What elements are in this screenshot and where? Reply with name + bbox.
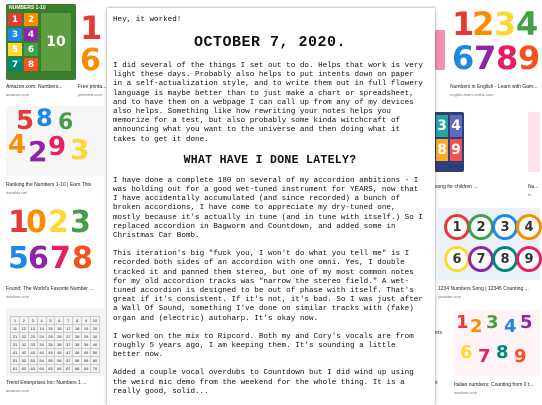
number-chart: 1 2 3 4 5 6 7 8 9 10 11 12 13 14 15 16 17 18 19 20 21 22 23 24 25 26 27 28 29 30 31 32 33 34 35 36 37 38 39 40 41 42 43 44 45 46 47 48 49 50 51 52 53 54 55 56 57 58 59 60 61 62 63 64 65 66 67 68 69 70 bbox=[10, 316, 100, 373]
number-graphic: 3 bbox=[494, 5, 517, 43]
result-source: youtube.com bbox=[438, 294, 461, 299]
result-thumbnail bbox=[438, 208, 540, 280]
number-graphic: 2 bbox=[28, 135, 48, 168]
result-caption: Found: The World's Favorite Number ... bbox=[6, 286, 94, 292]
result-thumbnail bbox=[6, 4, 76, 80]
result-source: medium.com bbox=[6, 294, 29, 299]
number-graphic: 6 bbox=[58, 110, 74, 135]
result-source: amazon.com bbox=[6, 92, 29, 97]
result-thumbnail bbox=[78, 4, 108, 80]
number-cell: 3 bbox=[8, 28, 22, 41]
number-graphic: 5 bbox=[520, 312, 533, 333]
result-thumbnail bbox=[450, 4, 540, 78]
number-cell: 8 bbox=[24, 58, 38, 71]
result-caption: Free printa... bbox=[78, 84, 107, 90]
number-graphic: 4 bbox=[504, 316, 517, 337]
result-caption: song for children ... bbox=[435, 184, 478, 190]
result-caption-fragment bbox=[435, 330, 447, 340]
number-graphic: 9 bbox=[518, 39, 541, 77]
notes-document[interactable] bbox=[107, 8, 435, 405]
result-source: amazon.com bbox=[6, 388, 29, 393]
number-cell: 4 bbox=[450, 115, 462, 137]
number-graphic: 3 bbox=[70, 205, 91, 240]
result-source: pinterest.com bbox=[78, 92, 103, 97]
number-ball: 8 bbox=[492, 246, 518, 272]
result-caption: 1234 Numbers Song | 12345 Counting ... bbox=[438, 286, 529, 292]
number-graphic: 1 bbox=[80, 9, 103, 47]
number-cell: 6 bbox=[24, 43, 38, 56]
number-ball: 7 bbox=[468, 246, 494, 272]
result-thumbnail bbox=[454, 310, 540, 376]
result-caption: Trend Enterprises Inc: Numbers 1 ... bbox=[6, 380, 87, 386]
result-caption: Numbers in English - Learn with Gam... bbox=[450, 84, 538, 90]
result-caption: Ranking the Numbers 1-10 | Earn This bbox=[6, 182, 92, 188]
number-graphic: 2 bbox=[48, 205, 69, 240]
number-ball: 2 bbox=[468, 214, 494, 240]
body-paragraph: Added a couple vocal overdubs to Countdown but I did wind up using the weird mic demo from the weekend for the whole thing. It is a really good, solid... bbox=[113, 369, 414, 396]
number-graphic: 4 bbox=[8, 130, 27, 160]
number-cell: 3 bbox=[436, 115, 448, 137]
result-source: earnthis.net bbox=[6, 190, 27, 195]
number-graphic: 8 bbox=[496, 342, 509, 363]
image-result[interactable] bbox=[454, 310, 540, 405]
body-paragraph: This iteration's big "fuck you, I won't do what you tell me" is I recorded both sides of an accordion with one omni. Yes, I double tracked it and panned them stereo, but one of my most common notes for my old accordion tracks was "narrow the stereo field." A wet-tuned accordion is designed to be out of phase with itself. That's great if it's consistent. If it's not, it's bad. So I was just after a Wall Of Sound, something I've done on similar tracks with (fake) organ and (electric) autoharp. It's okay now. bbox=[113, 250, 423, 323]
number-ball: 3 bbox=[492, 214, 518, 240]
result-thumbnail bbox=[6, 206, 104, 280]
result-source: medium.com bbox=[454, 390, 477, 395]
result-source: fo... bbox=[528, 192, 535, 197]
number-graphic: 2 bbox=[472, 5, 495, 43]
image-result[interactable] bbox=[78, 4, 108, 102]
number-cell: 9 bbox=[450, 139, 462, 161]
body-paragraph: I have done a complete 180 on several of my accordion ambitions - I was holding out for a good wet-tuned instrument for YEARS, now that I have accidentally accumulated (and since recorded) a bunch of broken accordions, I have come to appreciate my dry-tuned one, mostly because it's actually in tune (and in tune with itself.) So I replaced accordion in Bagworm and Countdown, and added some in Christmas Car Bomb. bbox=[113, 176, 423, 241]
number-graphic: 8 bbox=[72, 241, 93, 276]
thumbnail-label: NUMBERS 1-10 bbox=[9, 5, 46, 11]
number-graphic: 6 bbox=[460, 342, 473, 363]
greeting-text: Hey, it worked! bbox=[113, 16, 182, 24]
number-graphic: 9 bbox=[48, 132, 67, 162]
result-thumbnail bbox=[528, 112, 540, 172]
number-graphic: 1 bbox=[452, 5, 475, 43]
section-heading: WHAT HAVE I DONE LATELY? bbox=[183, 153, 357, 167]
number-cell: 1 bbox=[8, 13, 22, 26]
number-cell: 7 bbox=[8, 58, 22, 71]
result-source: english-learn-online.com bbox=[450, 92, 494, 97]
image-result[interactable] bbox=[435, 30, 445, 80]
number-graphic: 8 bbox=[36, 104, 53, 132]
number-graphic: 7 bbox=[474, 39, 497, 77]
image-result[interactable] bbox=[6, 308, 104, 405]
intro-paragraph: I did several of the things I set out to do. Helps that work is very light these days. Probably also helps to put intents down on paper in a self-actualization style, and to write them out in full flowery language is maybe better than to just make a chart or spreadsheet, and to have them on a webpage I can call up from any of my devices also helps. Something like how rewriting your notes helps you memorize for a test, but also probably some kinda witchcraft of announcing what you want to the universe and then doing what it takes to get it done. bbox=[113, 62, 423, 144]
number-graphic: 2 bbox=[470, 316, 483, 337]
image-result[interactable] bbox=[6, 206, 104, 302]
number-graphic: 5 bbox=[16, 106, 35, 136]
number-cell: 8 bbox=[436, 139, 448, 161]
number-graphic: 1 bbox=[456, 312, 469, 333]
result-caption-fragment bbox=[435, 380, 445, 390]
result-caption: Nu... bbox=[528, 184, 539, 190]
result-caption: Italian numbers: Counting from 0 t... bbox=[454, 382, 534, 388]
number-graphic: 6 bbox=[452, 39, 475, 77]
image-result[interactable] bbox=[438, 208, 540, 304]
number-graphic: 7 bbox=[478, 346, 491, 367]
date-heading: OCTOBER 7, 2020. bbox=[193, 34, 347, 51]
number-graphic: 3 bbox=[486, 312, 499, 333]
number-graphic: 8 bbox=[496, 39, 519, 77]
number-graphic: 6 bbox=[80, 43, 101, 78]
number-ball: 4 bbox=[516, 214, 542, 240]
number-graphic: 7 bbox=[50, 241, 71, 276]
number-graphic: 4 bbox=[516, 5, 539, 43]
result-caption: ers bbox=[435, 330, 442, 336]
number-cell: 2 bbox=[24, 13, 38, 26]
number-graphic: 6 bbox=[28, 241, 49, 276]
number-cell: 4 bbox=[24, 28, 38, 41]
number-cell: 5 bbox=[8, 43, 22, 56]
number-graphic: 3 bbox=[70, 133, 90, 166]
result-thumbnail bbox=[6, 308, 104, 376]
number-graphic: 1 bbox=[8, 205, 29, 240]
image-result[interactable] bbox=[6, 4, 76, 102]
number-ball: 1 bbox=[444, 214, 470, 240]
image-result[interactable] bbox=[6, 106, 104, 196]
number-graphic: 5 bbox=[8, 241, 29, 276]
body-paragraph: I worked on the mix to Ripcord. Both my and Cory's vocals are from roughly 5 years ago, I am keeping them. It's sounding a little better now. bbox=[113, 332, 414, 360]
result-thumbnail bbox=[6, 106, 104, 176]
number-graphic: 9 bbox=[514, 346, 527, 367]
result-thumbnail bbox=[435, 30, 445, 70]
notes-content bbox=[107, 8, 435, 397]
image-result[interactable] bbox=[528, 112, 540, 202]
number-graphic: 0 bbox=[26, 205, 47, 240]
number-cell: 10 bbox=[41, 13, 71, 71]
image-result[interactable] bbox=[450, 4, 540, 102]
number-ball: 9 bbox=[516, 246, 542, 272]
result-caption: s bbox=[435, 380, 438, 386]
number-ball: 6 bbox=[444, 246, 470, 272]
result-caption: Amazon.com: Numbers... bbox=[6, 84, 63, 90]
